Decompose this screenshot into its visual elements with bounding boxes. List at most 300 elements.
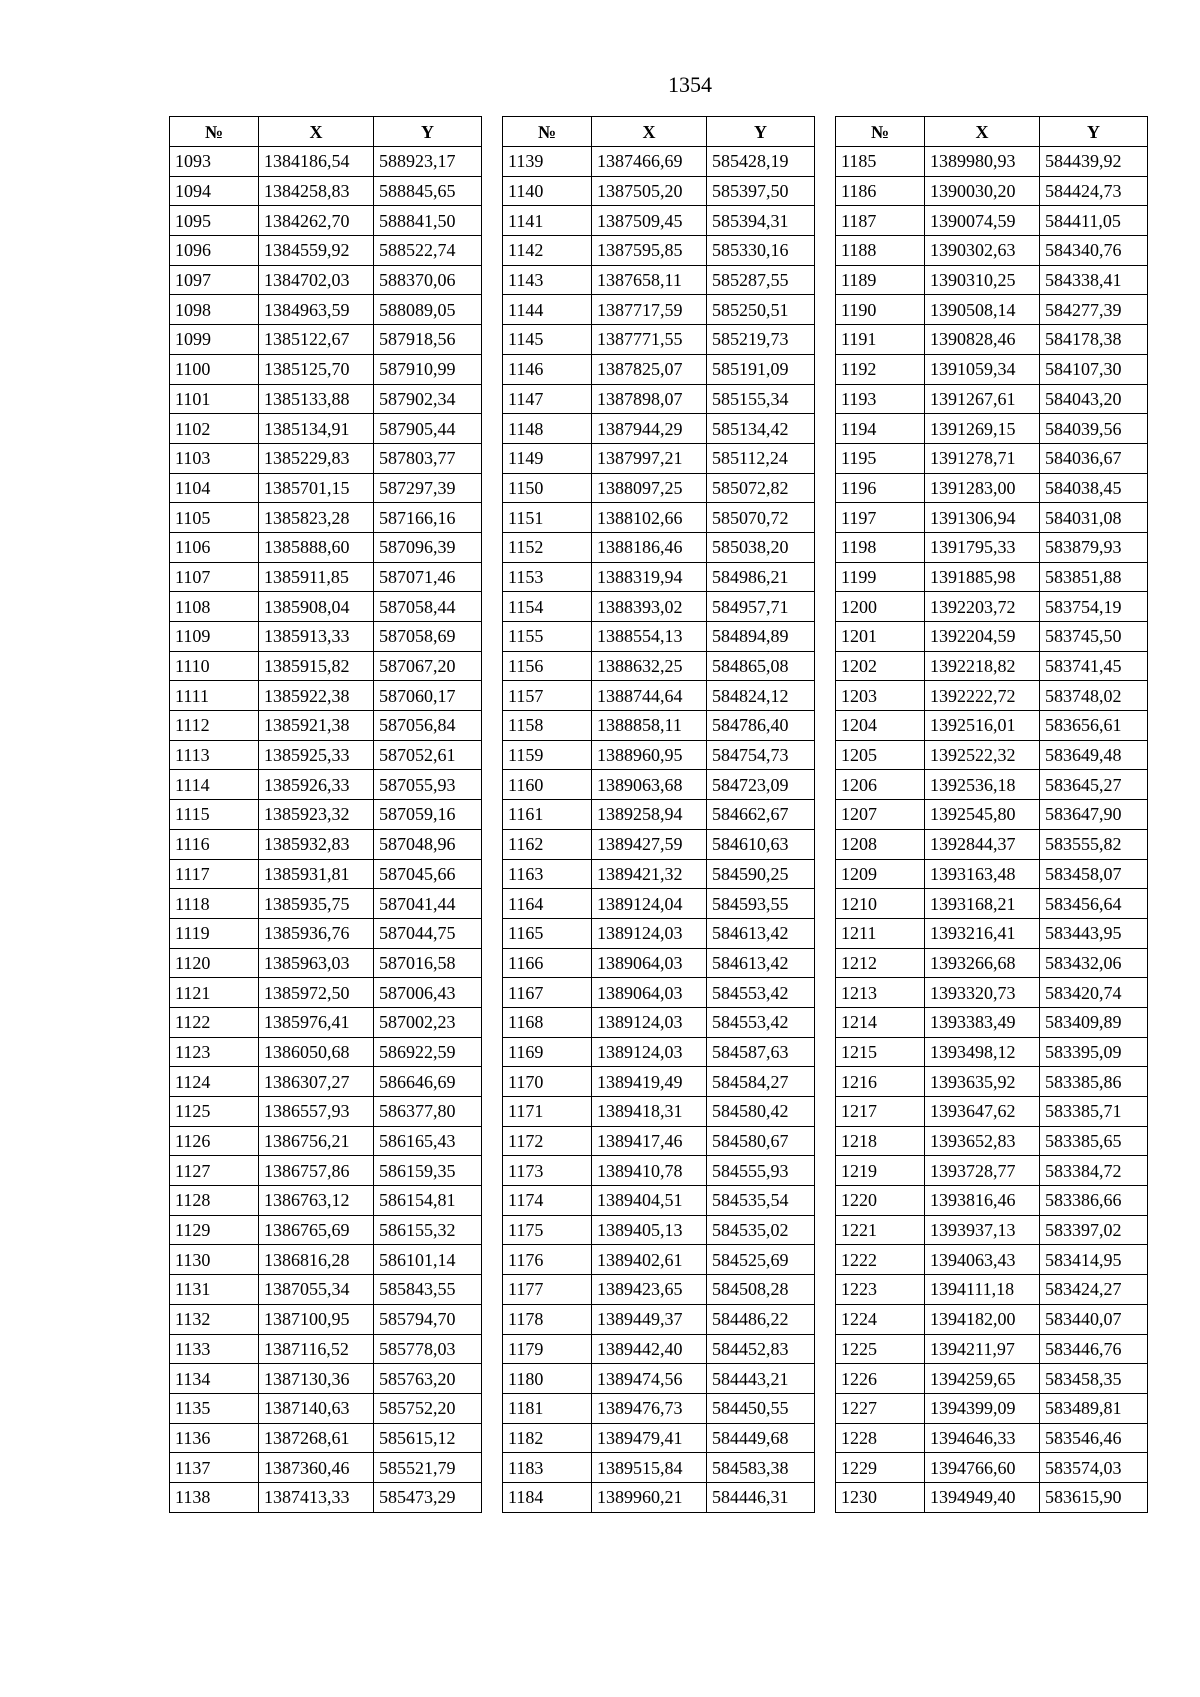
- point-number-cell: 1125: [170, 1097, 259, 1127]
- x-coordinate-cell: 1387360,46: [259, 1453, 374, 1483]
- point-number-cell: 1183: [503, 1453, 592, 1483]
- table-row: [170, 651, 482, 681]
- y-coordinate-cell: 583397,02: [1040, 1215, 1148, 1245]
- table-row: [836, 295, 1148, 325]
- x-coordinate-cell: 1385823,28: [259, 503, 374, 533]
- x-coordinate-cell: 1389417,46: [592, 1126, 707, 1156]
- table-row: [503, 1215, 815, 1245]
- point-number-cell: 1133: [170, 1334, 259, 1364]
- point-number-cell: 1124: [170, 1067, 259, 1097]
- y-coordinate-cell: 585134,42: [707, 414, 815, 444]
- x-coordinate-cell: 1389980,93: [925, 147, 1040, 177]
- point-number-cell: 1100: [170, 354, 259, 384]
- x-coordinate-cell: 1385125,70: [259, 354, 374, 384]
- table-row: [170, 1304, 482, 1334]
- coordinates-table-2: [502, 116, 815, 1513]
- point-number-cell: 1220: [836, 1186, 925, 1216]
- table-row: [170, 1156, 482, 1186]
- point-number-cell: 1134: [170, 1364, 259, 1394]
- table-row: [836, 1186, 1148, 1216]
- table-row: [503, 829, 815, 859]
- point-number-cell: 1158: [503, 711, 592, 741]
- table-row: [170, 414, 482, 444]
- x-coordinate-cell: 1387997,21: [592, 443, 707, 473]
- point-number-cell: 1178: [503, 1304, 592, 1334]
- y-coordinate-cell: 583456,64: [1040, 889, 1148, 919]
- y-coordinate-cell: 586646,69: [374, 1067, 482, 1097]
- x-coordinate-cell: 1393163,48: [925, 859, 1040, 889]
- table-row: [836, 622, 1148, 652]
- point-number-cell: 1206: [836, 770, 925, 800]
- table-row: [836, 384, 1148, 414]
- y-coordinate-cell: 584580,67: [707, 1126, 815, 1156]
- table-row: [170, 473, 482, 503]
- y-coordinate-cell: 588845,65: [374, 176, 482, 206]
- point-number-cell: 1221: [836, 1215, 925, 1245]
- x-coordinate-cell: 1387898,07: [592, 384, 707, 414]
- y-coordinate-cell: 584610,63: [707, 829, 815, 859]
- table-row: [170, 1453, 482, 1483]
- y-coordinate-cell: 585072,82: [707, 473, 815, 503]
- y-coordinate-cell: 583409,89: [1040, 1007, 1148, 1037]
- point-number-cell: 1191: [836, 325, 925, 355]
- table-row: [836, 1037, 1148, 1067]
- table-row: [836, 1304, 1148, 1334]
- point-number-cell: 1137: [170, 1453, 259, 1483]
- x-coordinate-cell: 1389064,03: [592, 948, 707, 978]
- y-coordinate-cell: 585287,55: [707, 265, 815, 295]
- y-coordinate-cell: 587910,99: [374, 354, 482, 384]
- x-coordinate-cell: 1387944,29: [592, 414, 707, 444]
- y-coordinate-cell: 584036,67: [1040, 443, 1148, 473]
- point-number-cell: 1110: [170, 651, 259, 681]
- y-coordinate-cell: 585250,51: [707, 295, 815, 325]
- y-coordinate-cell: 584580,42: [707, 1097, 815, 1127]
- point-number-cell: 1154: [503, 592, 592, 622]
- y-coordinate-cell: 583574,03: [1040, 1453, 1148, 1483]
- x-coordinate-cell: 1387505,20: [592, 176, 707, 206]
- point-number-cell: 1218: [836, 1126, 925, 1156]
- point-number-cell: 1115: [170, 800, 259, 830]
- point-number-cell: 1210: [836, 889, 925, 919]
- x-coordinate-cell: 1394766,60: [925, 1453, 1040, 1483]
- y-coordinate-cell: 585191,09: [707, 354, 815, 384]
- y-coordinate-cell: 583443,95: [1040, 918, 1148, 948]
- x-coordinate-cell: 1389515,84: [592, 1453, 707, 1483]
- y-coordinate-cell: 583424,27: [1040, 1275, 1148, 1305]
- y-coordinate-cell: 586165,43: [374, 1126, 482, 1156]
- x-coordinate-cell: 1390030,20: [925, 176, 1040, 206]
- table-row: [170, 1067, 482, 1097]
- y-coordinate-cell: 584824,12: [707, 681, 815, 711]
- y-coordinate-cell: 587067,20: [374, 651, 482, 681]
- table-row: [836, 414, 1148, 444]
- x-coordinate-cell: 1388858,11: [592, 711, 707, 741]
- table-row: [836, 681, 1148, 711]
- table-row: [503, 325, 815, 355]
- point-number-cell: 1145: [503, 325, 592, 355]
- point-number-cell: 1172: [503, 1126, 592, 1156]
- table-row: [503, 473, 815, 503]
- header-x: X: [592, 117, 707, 147]
- point-number-cell: 1190: [836, 295, 925, 325]
- x-coordinate-cell: 1387509,45: [592, 206, 707, 236]
- x-coordinate-cell: 1393816,46: [925, 1186, 1040, 1216]
- table-row: [503, 1393, 815, 1423]
- coordinates-table-1: [169, 116, 482, 1513]
- x-coordinate-cell: 1391283,00: [925, 473, 1040, 503]
- point-number-cell: 1104: [170, 473, 259, 503]
- point-number-cell: 1207: [836, 800, 925, 830]
- y-coordinate-cell: 587058,69: [374, 622, 482, 652]
- y-coordinate-cell: 584593,55: [707, 889, 815, 919]
- table-row: [503, 295, 815, 325]
- x-coordinate-cell: 1389402,61: [592, 1245, 707, 1275]
- y-coordinate-cell: 586154,81: [374, 1186, 482, 1216]
- x-coordinate-cell: 1394399,09: [925, 1393, 1040, 1423]
- point-number-cell: 1194: [836, 414, 925, 444]
- point-number-cell: 1095: [170, 206, 259, 236]
- point-number-cell: 1168: [503, 1007, 592, 1037]
- y-coordinate-cell: 585521,79: [374, 1453, 482, 1483]
- point-number-cell: 1130: [170, 1245, 259, 1275]
- x-coordinate-cell: 1385931,81: [259, 859, 374, 889]
- table-header-row: [503, 117, 815, 147]
- x-coordinate-cell: 1387055,34: [259, 1275, 374, 1305]
- point-number-cell: 1204: [836, 711, 925, 741]
- x-coordinate-cell: 1388097,25: [592, 473, 707, 503]
- x-coordinate-cell: 1389064,03: [592, 978, 707, 1008]
- point-number-cell: 1230: [836, 1482, 925, 1512]
- x-coordinate-cell: 1385913,33: [259, 622, 374, 652]
- point-number-cell: 1180: [503, 1364, 592, 1394]
- point-number-cell: 1116: [170, 829, 259, 859]
- table-row: [170, 918, 482, 948]
- point-number-cell: 1147: [503, 384, 592, 414]
- x-coordinate-cell: 1390310,25: [925, 265, 1040, 295]
- point-number-cell: 1160: [503, 770, 592, 800]
- x-coordinate-cell: 1387413,33: [259, 1482, 374, 1512]
- x-coordinate-cell: 1389442,40: [592, 1334, 707, 1364]
- y-coordinate-cell: 583489,81: [1040, 1393, 1148, 1423]
- y-coordinate-cell: 584613,42: [707, 948, 815, 978]
- table-row: [836, 1007, 1148, 1037]
- x-coordinate-cell: 1389421,32: [592, 859, 707, 889]
- x-coordinate-cell: 1385229,83: [259, 443, 374, 473]
- x-coordinate-cell: 1389124,03: [592, 918, 707, 948]
- point-number-cell: 1139: [503, 147, 592, 177]
- x-coordinate-cell: 1387466,69: [592, 147, 707, 177]
- table-row: [503, 384, 815, 414]
- y-coordinate-cell: 584553,42: [707, 1007, 815, 1037]
- x-coordinate-cell: 1392218,82: [925, 651, 1040, 681]
- point-number-cell: 1166: [503, 948, 592, 978]
- point-number-cell: 1224: [836, 1304, 925, 1334]
- y-coordinate-cell: 585397,50: [707, 176, 815, 206]
- y-coordinate-cell: 587044,75: [374, 918, 482, 948]
- point-number-cell: 1170: [503, 1067, 592, 1097]
- table-row: [170, 1245, 482, 1275]
- table-row: [503, 1186, 815, 1216]
- x-coordinate-cell: 1389474,56: [592, 1364, 707, 1394]
- point-number-cell: 1209: [836, 859, 925, 889]
- y-coordinate-cell: 587052,61: [374, 740, 482, 770]
- y-coordinate-cell: 584424,73: [1040, 176, 1148, 206]
- point-number-cell: 1212: [836, 948, 925, 978]
- point-number-cell: 1148: [503, 414, 592, 444]
- point-number-cell: 1165: [503, 918, 592, 948]
- x-coordinate-cell: 1385932,83: [259, 829, 374, 859]
- x-coordinate-cell: 1391267,61: [925, 384, 1040, 414]
- table-row: [503, 1156, 815, 1186]
- x-coordinate-cell: 1384186,54: [259, 147, 374, 177]
- x-coordinate-cell: 1390074,59: [925, 206, 1040, 236]
- y-coordinate-cell: 583386,66: [1040, 1186, 1148, 1216]
- x-coordinate-cell: 1393168,21: [925, 889, 1040, 919]
- y-coordinate-cell: 583414,95: [1040, 1245, 1148, 1275]
- table-row: [170, 354, 482, 384]
- table-row: [170, 1364, 482, 1394]
- x-coordinate-cell: 1385963,03: [259, 948, 374, 978]
- y-coordinate-cell: 585778,03: [374, 1334, 482, 1364]
- x-coordinate-cell: 1385926,33: [259, 770, 374, 800]
- x-coordinate-cell: 1386307,27: [259, 1067, 374, 1097]
- x-coordinate-cell: 1393266,68: [925, 948, 1040, 978]
- y-coordinate-cell: 583741,45: [1040, 651, 1148, 681]
- table-row: [170, 711, 482, 741]
- y-coordinate-cell: 584535,02: [707, 1215, 815, 1245]
- y-coordinate-cell: 586922,59: [374, 1037, 482, 1067]
- y-coordinate-cell: 584031,08: [1040, 503, 1148, 533]
- point-number-cell: 1181: [503, 1393, 592, 1423]
- y-coordinate-cell: 587803,77: [374, 443, 482, 473]
- x-coordinate-cell: 1390508,14: [925, 295, 1040, 325]
- table-row: [836, 1245, 1148, 1275]
- point-number-cell: 1216: [836, 1067, 925, 1097]
- x-coordinate-cell: 1392204,59: [925, 622, 1040, 652]
- y-coordinate-cell: 587056,84: [374, 711, 482, 741]
- y-coordinate-cell: 584449,68: [707, 1423, 815, 1453]
- point-number-cell: 1179: [503, 1334, 592, 1364]
- y-coordinate-cell: 584043,20: [1040, 384, 1148, 414]
- point-number-cell: 1159: [503, 740, 592, 770]
- x-coordinate-cell: 1389410,78: [592, 1156, 707, 1186]
- y-coordinate-cell: 583385,65: [1040, 1126, 1148, 1156]
- point-number-cell: 1189: [836, 265, 925, 295]
- table-row: [170, 681, 482, 711]
- table-row: [836, 978, 1148, 1008]
- table-row: [170, 1126, 482, 1156]
- table-body: [836, 147, 1148, 1513]
- point-number-cell: 1113: [170, 740, 259, 770]
- x-coordinate-cell: 1385935,75: [259, 889, 374, 919]
- table-row: [170, 829, 482, 859]
- point-number-cell: 1217: [836, 1097, 925, 1127]
- header-y: Y: [1040, 117, 1148, 147]
- point-number-cell: 1109: [170, 622, 259, 652]
- point-number-cell: 1155: [503, 622, 592, 652]
- y-coordinate-cell: 588522,74: [374, 236, 482, 266]
- point-number-cell: 1175: [503, 1215, 592, 1245]
- x-coordinate-cell: 1388744,64: [592, 681, 707, 711]
- table-row: [836, 1156, 1148, 1186]
- point-number-cell: 1161: [503, 800, 592, 830]
- point-number-cell: 1215: [836, 1037, 925, 1067]
- point-number-cell: 1146: [503, 354, 592, 384]
- table-row: [170, 1482, 482, 1512]
- y-coordinate-cell: 587041,44: [374, 889, 482, 919]
- y-coordinate-cell: 585843,55: [374, 1275, 482, 1305]
- x-coordinate-cell: 1388319,94: [592, 562, 707, 592]
- point-number-cell: 1185: [836, 147, 925, 177]
- point-number-cell: 1177: [503, 1275, 592, 1305]
- y-coordinate-cell: 587058,44: [374, 592, 482, 622]
- y-coordinate-cell: 584583,38: [707, 1453, 815, 1483]
- y-coordinate-cell: 583615,90: [1040, 1482, 1148, 1512]
- x-coordinate-cell: 1385925,33: [259, 740, 374, 770]
- table-row: [503, 562, 815, 592]
- table-body: [170, 147, 482, 1513]
- point-number-cell: 1152: [503, 532, 592, 562]
- point-number-cell: 1151: [503, 503, 592, 533]
- table-row: [836, 1393, 1148, 1423]
- point-number-cell: 1229: [836, 1453, 925, 1483]
- y-coordinate-cell: 583748,02: [1040, 681, 1148, 711]
- table-row: [170, 622, 482, 652]
- x-coordinate-cell: 1394182,00: [925, 1304, 1040, 1334]
- point-number-cell: 1173: [503, 1156, 592, 1186]
- table-row: [836, 562, 1148, 592]
- y-coordinate-cell: 583420,74: [1040, 978, 1148, 1008]
- table-row: [836, 1482, 1148, 1512]
- y-coordinate-cell: 585394,31: [707, 206, 815, 236]
- point-number-cell: 1140: [503, 176, 592, 206]
- x-coordinate-cell: 1393498,12: [925, 1037, 1040, 1067]
- y-coordinate-cell: 587006,43: [374, 978, 482, 1008]
- point-number-cell: 1099: [170, 325, 259, 355]
- y-coordinate-cell: 584338,41: [1040, 265, 1148, 295]
- y-coordinate-cell: 584277,39: [1040, 295, 1148, 325]
- point-number-cell: 1142: [503, 236, 592, 266]
- y-coordinate-cell: 584340,76: [1040, 236, 1148, 266]
- y-coordinate-cell: 584439,92: [1040, 147, 1148, 177]
- y-coordinate-cell: 584450,55: [707, 1393, 815, 1423]
- point-number-cell: 1132: [170, 1304, 259, 1334]
- x-coordinate-cell: 1394259,65: [925, 1364, 1040, 1394]
- y-coordinate-cell: 586159,35: [374, 1156, 482, 1186]
- y-coordinate-cell: 584754,73: [707, 740, 815, 770]
- x-coordinate-cell: 1384258,83: [259, 176, 374, 206]
- header-x: X: [925, 117, 1040, 147]
- table-row: [836, 1067, 1148, 1097]
- point-number-cell: 1193: [836, 384, 925, 414]
- x-coordinate-cell: 1385936,76: [259, 918, 374, 948]
- point-number-cell: 1098: [170, 295, 259, 325]
- x-coordinate-cell: 1392516,01: [925, 711, 1040, 741]
- x-coordinate-cell: 1391795,33: [925, 532, 1040, 562]
- point-number-cell: 1103: [170, 443, 259, 473]
- table-row: [170, 948, 482, 978]
- y-coordinate-cell: 583384,72: [1040, 1156, 1148, 1186]
- point-number-cell: 1164: [503, 889, 592, 919]
- y-coordinate-cell: 583555,82: [1040, 829, 1148, 859]
- x-coordinate-cell: 1385922,38: [259, 681, 374, 711]
- point-number-cell: 1225: [836, 1334, 925, 1364]
- table-row: [503, 711, 815, 741]
- x-coordinate-cell: 1387140,63: [259, 1393, 374, 1423]
- x-coordinate-cell: 1388393,02: [592, 592, 707, 622]
- table-row: [503, 414, 815, 444]
- y-coordinate-cell: 583395,09: [1040, 1037, 1148, 1067]
- x-coordinate-cell: 1386757,86: [259, 1156, 374, 1186]
- x-coordinate-cell: 1390302,63: [925, 236, 1040, 266]
- table-row: [503, 978, 815, 1008]
- table-row: [836, 1097, 1148, 1127]
- x-coordinate-cell: 1393320,73: [925, 978, 1040, 1008]
- table-row: [170, 592, 482, 622]
- y-coordinate-cell: 584107,30: [1040, 354, 1148, 384]
- point-number-cell: 1135: [170, 1393, 259, 1423]
- point-number-cell: 1226: [836, 1364, 925, 1394]
- table-row: [170, 800, 482, 830]
- x-coordinate-cell: 1391269,15: [925, 414, 1040, 444]
- point-number-cell: 1188: [836, 236, 925, 266]
- y-coordinate-cell: 584452,83: [707, 1334, 815, 1364]
- table-row: [503, 206, 815, 236]
- table-header-row: [836, 117, 1148, 147]
- y-coordinate-cell: 588923,17: [374, 147, 482, 177]
- y-coordinate-cell: 587059,16: [374, 800, 482, 830]
- table-header-row: [170, 117, 482, 147]
- y-coordinate-cell: 587902,34: [374, 384, 482, 414]
- table-row: [503, 740, 815, 770]
- y-coordinate-cell: 584555,93: [707, 1156, 815, 1186]
- table-row: [170, 295, 482, 325]
- y-coordinate-cell: 586377,80: [374, 1097, 482, 1127]
- table-row: [170, 1423, 482, 1453]
- point-number-cell: 1123: [170, 1037, 259, 1067]
- table-row: [836, 1275, 1148, 1305]
- point-number-cell: 1120: [170, 948, 259, 978]
- y-coordinate-cell: 588841,50: [374, 206, 482, 236]
- table-row: [836, 651, 1148, 681]
- point-number-cell: 1197: [836, 503, 925, 533]
- point-number-cell: 1114: [170, 770, 259, 800]
- point-number-cell: 1117: [170, 859, 259, 889]
- y-coordinate-cell: 585330,16: [707, 236, 815, 266]
- point-number-cell: 1211: [836, 918, 925, 948]
- table-row: [170, 147, 482, 177]
- table-row: [170, 1007, 482, 1037]
- x-coordinate-cell: 1386557,93: [259, 1097, 374, 1127]
- x-coordinate-cell: 1386050,68: [259, 1037, 374, 1067]
- y-coordinate-cell: 583546,46: [1040, 1423, 1148, 1453]
- point-number-cell: 1196: [836, 473, 925, 503]
- x-coordinate-cell: 1389479,41: [592, 1423, 707, 1453]
- x-coordinate-cell: 1389419,49: [592, 1067, 707, 1097]
- y-coordinate-cell: 584039,56: [1040, 414, 1148, 444]
- table-row: [503, 503, 815, 533]
- y-coordinate-cell: 583432,06: [1040, 948, 1148, 978]
- y-coordinate-cell: 583385,71: [1040, 1097, 1148, 1127]
- x-coordinate-cell: 1389476,73: [592, 1393, 707, 1423]
- table-row: [170, 770, 482, 800]
- y-coordinate-cell: 585070,72: [707, 503, 815, 533]
- x-coordinate-cell: 1389423,65: [592, 1275, 707, 1305]
- point-number-cell: 1157: [503, 681, 592, 711]
- table-row: [503, 859, 815, 889]
- x-coordinate-cell: 1391885,98: [925, 562, 1040, 592]
